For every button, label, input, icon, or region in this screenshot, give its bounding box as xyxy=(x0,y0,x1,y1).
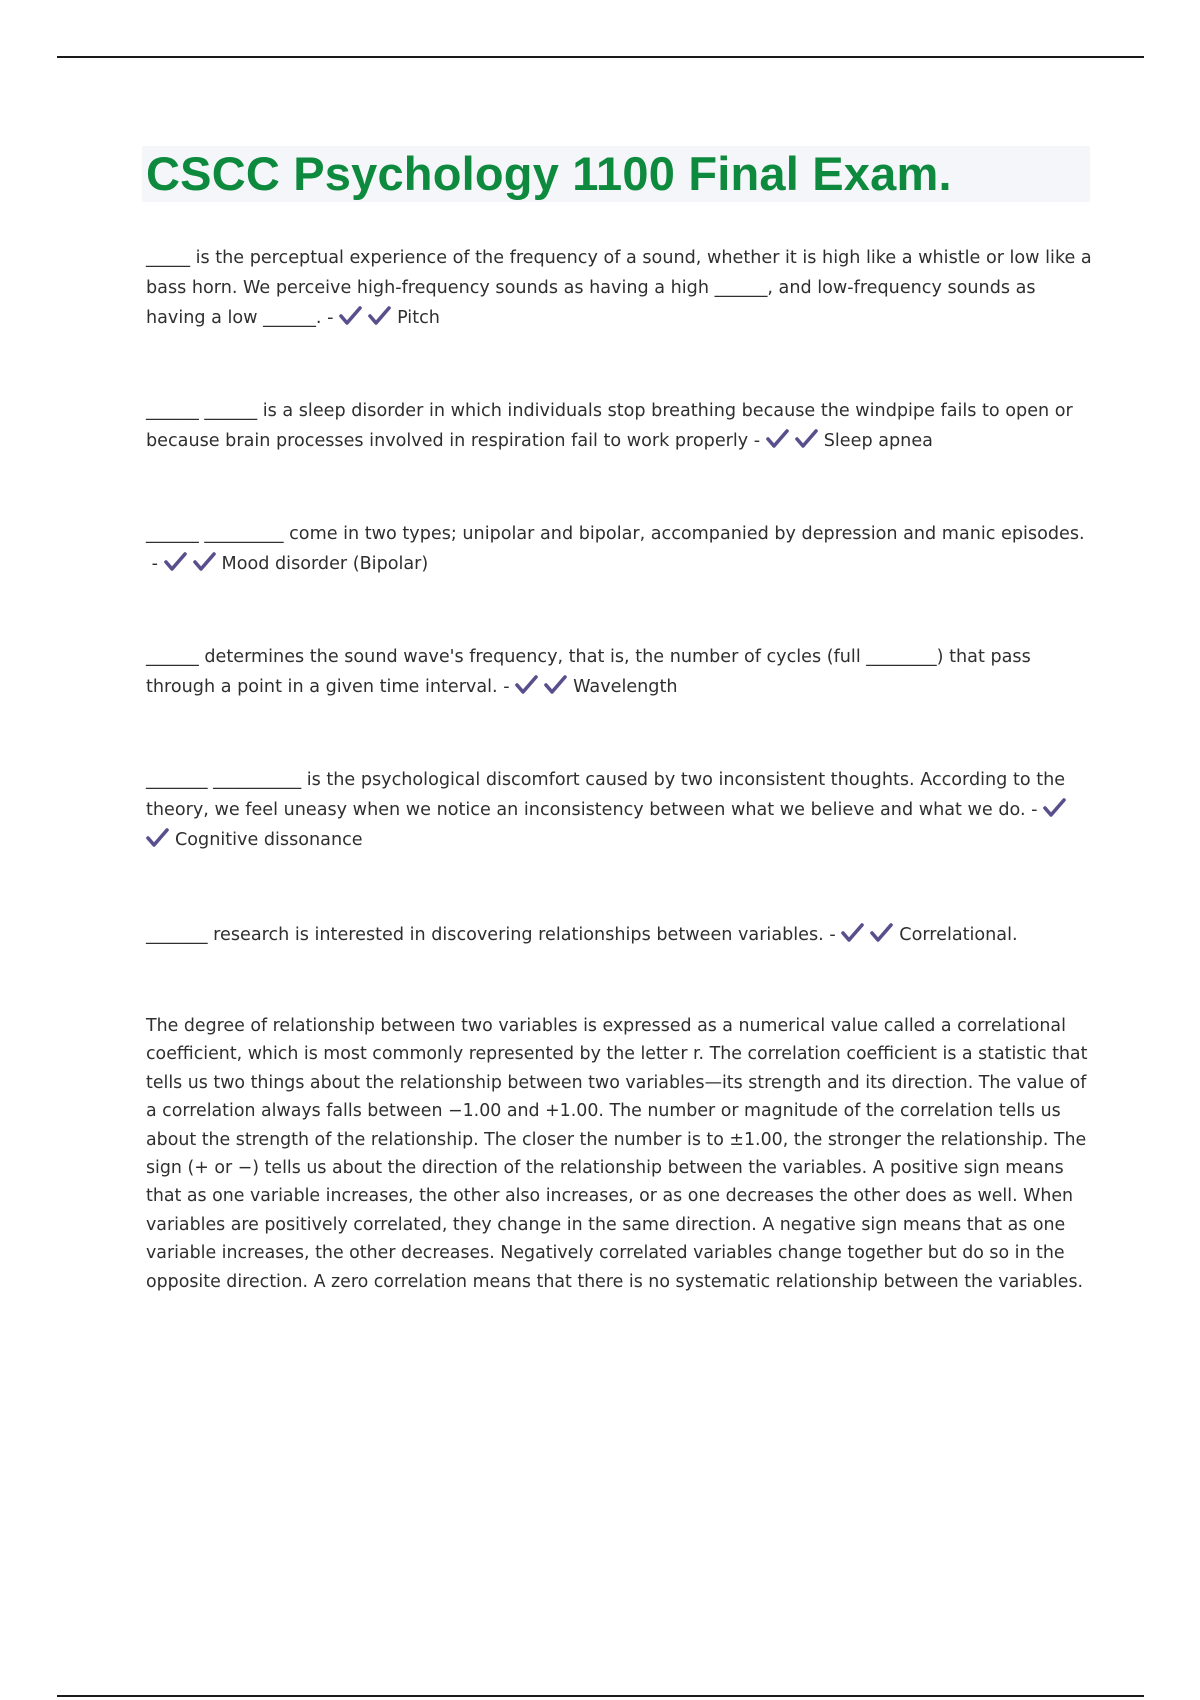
qa-item-4 xyxy=(146,642,1096,702)
check-icon xyxy=(339,306,362,326)
top-rule xyxy=(57,56,1144,58)
separator: - xyxy=(748,431,766,451)
document-title: CSCC Psychology 1100 Final Exam. xyxy=(146,147,952,200)
check-icon xyxy=(1043,798,1066,818)
check-icon xyxy=(164,552,187,572)
answer-text: Sleep apnea xyxy=(823,431,933,451)
answer-text: Mood disorder (Bipolar) xyxy=(221,554,429,574)
qa-item-3 xyxy=(146,519,1096,579)
bottom-rule xyxy=(57,1695,1144,1697)
check-icon xyxy=(766,429,789,449)
qa-item-5 xyxy=(146,765,1096,855)
separator: - xyxy=(146,554,164,574)
question-text: ______ determines the sound wave's frequency, that is, the number of cycles (full ________) that pass through a point in a given time interval. xyxy=(146,647,1031,697)
check-icon xyxy=(368,306,391,326)
check-icon xyxy=(515,675,538,695)
answer-text: Pitch xyxy=(397,308,440,328)
qa-item-2 xyxy=(146,396,1096,456)
question-text: ______ ______ is a sleep disorder in which individuals stop breathing because the windpipe fails to open or because brain processes involved in respiration fail to work properly xyxy=(146,401,1073,451)
qa-item-6 xyxy=(146,920,1096,950)
question-text: _____ is the perceptual experience of the frequency of a sound, whether it is high like a whistle or low like a bass horn. We perceive high-frequency sounds as having a high ______, and low-frequency sounds as having a low ______. xyxy=(146,248,1092,328)
correlation-paragraph: The degree of relationship between two variables is expressed as a numerical value called a correlational coefficient, which is most commonly represented by the letter r. The correlation coefficient is a statistic that tells us two things about the relationship between two variables—its strength and its direction. The value of a correlation always falls between −1.00 and +1.00. The number or magnitude of the correlation tells us about the strength of the relationship. The closer the number is to ±1.00, the stronger the relationship. The sign (+ or −) tells us about the direction of the relationship between the variables. A positive sign means that as one variable increases, the other also increases, or as one decreases the other does as well. When variables are positively correlated, they change in the same direction. A negative sign means that as one variable increases, the other decreases. Negatively correlated variables change together but do so in the opposite direction. A zero correlation means that there is no systematic relationship between the variables. xyxy=(146,1016,1088,1292)
qa-item-1 xyxy=(146,243,1096,333)
separator: - xyxy=(321,308,340,328)
separator: - xyxy=(1025,800,1044,820)
answer-text: Correlational. xyxy=(899,925,1018,945)
separator: - xyxy=(823,925,842,945)
check-icon xyxy=(544,675,567,695)
question-text: _______ research is interested in discovering relationships between variables. xyxy=(146,925,824,945)
check-icon xyxy=(795,429,818,449)
question-text: _______ __________ is the psychological discomfort caused by two inconsistent thoughts. According to the theory, we feel uneasy when we notice an inconsistency between what we believe and what we do. xyxy=(146,770,1066,820)
answer-text: Cognitive dissonance xyxy=(175,830,363,850)
check-icon xyxy=(870,923,893,943)
check-icon xyxy=(841,923,864,943)
separator: - xyxy=(497,677,516,697)
answer-text: Wavelength xyxy=(573,677,678,697)
check-icon xyxy=(193,552,216,572)
check-icon xyxy=(146,828,169,848)
question-text: ______ _________ come in two types; unipolar and bipolar, accompanied by depression and manic episodes. xyxy=(146,524,1085,544)
